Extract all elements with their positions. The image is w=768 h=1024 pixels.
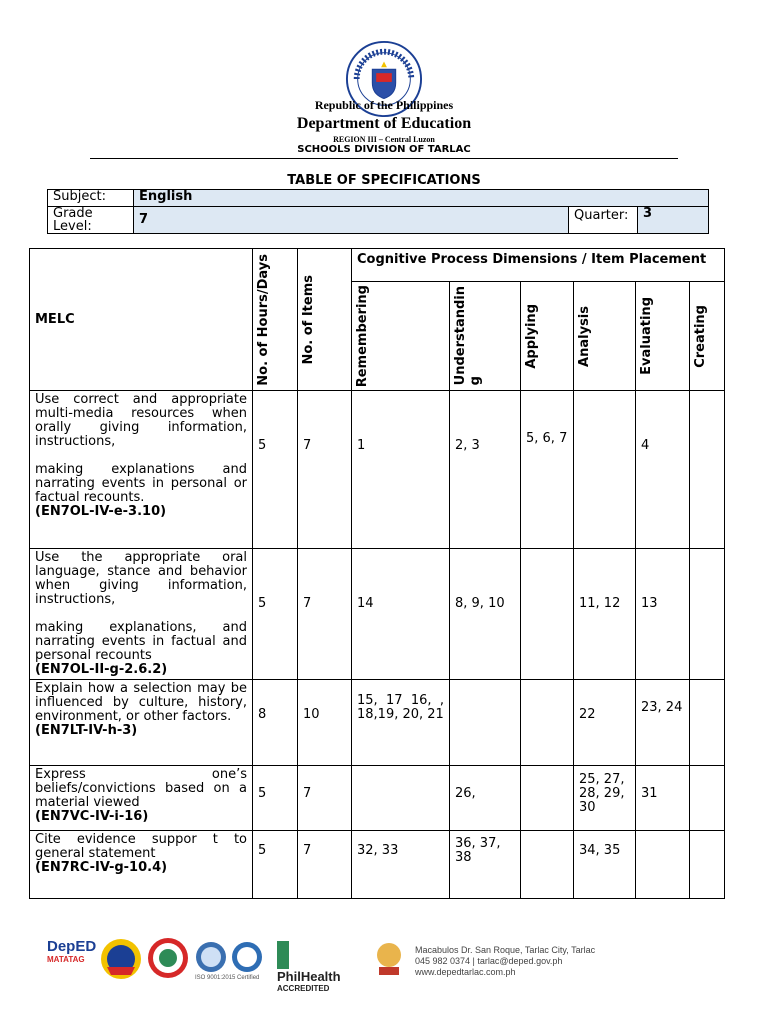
- table-row: [30, 680, 725, 766]
- hours-cell: 5: [253, 766, 298, 831]
- creating-cell: [690, 766, 725, 831]
- items-header-text: No. of Items: [301, 274, 316, 365]
- applying-cell: 5, 6, 7: [521, 391, 574, 549]
- melc-cell: Use correct and appropriate multi-media resources when orally giving information, instructions, making explanations and narrating events in personal or factual recounts. (EN7OL-IV-e-3.10): [30, 391, 253, 549]
- items-cell: 7: [298, 831, 352, 899]
- subject-label: Subject:: [48, 190, 134, 207]
- items-cell: 7: [298, 391, 352, 549]
- department-name: Department of Education: [296, 115, 472, 132]
- evaluating-cell: [636, 831, 690, 899]
- table-row: [30, 391, 725, 549]
- evaluating-cell: 4: [636, 391, 690, 549]
- items-header: [298, 249, 352, 391]
- specifications-table: [29, 248, 725, 899]
- creating-cell: [690, 391, 725, 549]
- division-seal-logo: [147, 937, 189, 979]
- iso-logo: [231, 941, 263, 973]
- footer-logos: [45, 935, 735, 993]
- philhealth-logo: PhilHealth ACCREDITED: [277, 941, 357, 993]
- hours-header-text: No. of Hours/Days: [256, 253, 271, 386]
- creating-header: Creating: [690, 282, 725, 391]
- table-row: [30, 549, 725, 680]
- applying-cell: [521, 766, 574, 831]
- iso-caption: ISO 9001:2015 Certified: [195, 975, 260, 981]
- quarter-label: Quarter:: [569, 207, 638, 234]
- cognitive-header: Cognitive Process Dimensions / Item Placement: [352, 249, 725, 282]
- republic-line: Republic of the Philippines: [314, 98, 454, 112]
- items-cell: 7: [298, 549, 352, 680]
- award-logo: [369, 939, 409, 979]
- remembering-cell: 1: [352, 391, 450, 549]
- grade-label: Grade Level:: [48, 207, 134, 234]
- footer-contact: 045 982 0374 | tarlac@deped.gov.ph: [415, 956, 563, 966]
- applying-cell: [521, 549, 574, 680]
- hours-cell: 5: [253, 391, 298, 549]
- items-cell: 10: [298, 680, 352, 766]
- analysis-cell: 34, 35: [574, 831, 636, 899]
- melc-code: (EN7VC-IV-i-16): [35, 809, 149, 825]
- region-line: REGION III – Central Luzon: [333, 135, 435, 144]
- remembering-header: Remembering: [352, 282, 450, 391]
- division-line: SCHOOLS DIVISION OF TARLAC: [297, 144, 471, 155]
- quarter-value: 3: [638, 207, 709, 234]
- evaluating-cell: 31: [636, 766, 690, 831]
- analysis-cell: 25, 27, 28, 29, 30: [574, 766, 636, 831]
- melc-code: (EN7LT-IV-h-3): [35, 723, 138, 739]
- hours-cell: 5: [253, 549, 298, 680]
- remembering-cell: 32, 33: [352, 831, 450, 899]
- applying-header: Applying: [521, 282, 574, 391]
- melc-code: (EN7OL-IV-e-3.10): [35, 504, 167, 520]
- understanding-cell: 26,: [450, 766, 521, 831]
- applying-cell: [521, 831, 574, 899]
- document-title: TABLE OF SPECIFICATIONS: [287, 173, 481, 188]
- hours-cell: 8: [253, 680, 298, 766]
- subject-value: English: [134, 190, 709, 207]
- subject-info-table: [47, 189, 709, 234]
- understanding-cell: 36, 37, 38: [450, 831, 521, 899]
- creating-cell: [690, 680, 725, 766]
- melc-cell: Use the appropriate oral language, stance and behavior when giving information, instructions, making explanations, and narrating events in factual and personal recounts (EN7OL-II-g-2.6.2): [30, 549, 253, 680]
- analysis-header: Analysis: [574, 282, 636, 391]
- bagong-pilipinas-logo: [99, 937, 143, 981]
- evaluating-header: Evaluating: [636, 282, 690, 391]
- philhealth-icon: [277, 941, 289, 969]
- applying-cell: [521, 680, 574, 766]
- melc-cell: Cite evidence suppor t to general statement (EN7RC-IV-g-10.4): [30, 831, 253, 899]
- understanding-cell: 8, 9, 10: [450, 549, 521, 680]
- certification-logo: [195, 941, 227, 973]
- remembering-cell: [352, 766, 450, 831]
- deped-matatag-logo: DepED MATATAG: [47, 938, 97, 964]
- table-row: [30, 766, 725, 831]
- header-rule: [90, 158, 678, 159]
- remembering-cell: 14: [352, 549, 450, 680]
- melc-header: MELC: [30, 249, 253, 391]
- evaluating-cell: 13: [636, 549, 690, 680]
- melc-cell: Express one’s beliefs/convictions based on a material viewed (EN7VC-IV-i-16): [30, 766, 253, 831]
- footer-address-block: [415, 945, 595, 978]
- grade-value: 7: [134, 207, 569, 234]
- hours-header: [253, 249, 298, 391]
- understanding-header: Understandin g: [450, 282, 521, 391]
- creating-cell: [690, 549, 725, 680]
- understanding-cell: [450, 680, 521, 766]
- footer-address: Macabulos Dr. San Roque, Tarlac City, Tarlac: [415, 945, 596, 955]
- melc-code: (EN7OL-II-g-2.6.2): [35, 662, 168, 678]
- analysis-cell: 22: [574, 680, 636, 766]
- understanding-cell: 2, 3: [450, 391, 521, 549]
- analysis-cell: 11, 12: [574, 549, 636, 680]
- creating-cell: [690, 831, 725, 899]
- evaluating-cell: 23, 24: [636, 680, 690, 766]
- analysis-cell: [574, 391, 636, 549]
- items-cell: 7: [298, 766, 352, 831]
- hours-cell: 5: [253, 831, 298, 899]
- melc-cell: Explain how a selection may be influenced by culture, history, environment, or other factors. (EN7LT-IV-h-3): [30, 680, 253, 766]
- melc-code: (EN7RC-IV-g-10.4): [35, 860, 168, 876]
- footer-website: www.depedtarlac.com.ph: [415, 967, 516, 977]
- remembering-cell: 15, 17 16, , 18,19, 20, 21: [352, 680, 450, 766]
- table-row: [30, 831, 725, 899]
